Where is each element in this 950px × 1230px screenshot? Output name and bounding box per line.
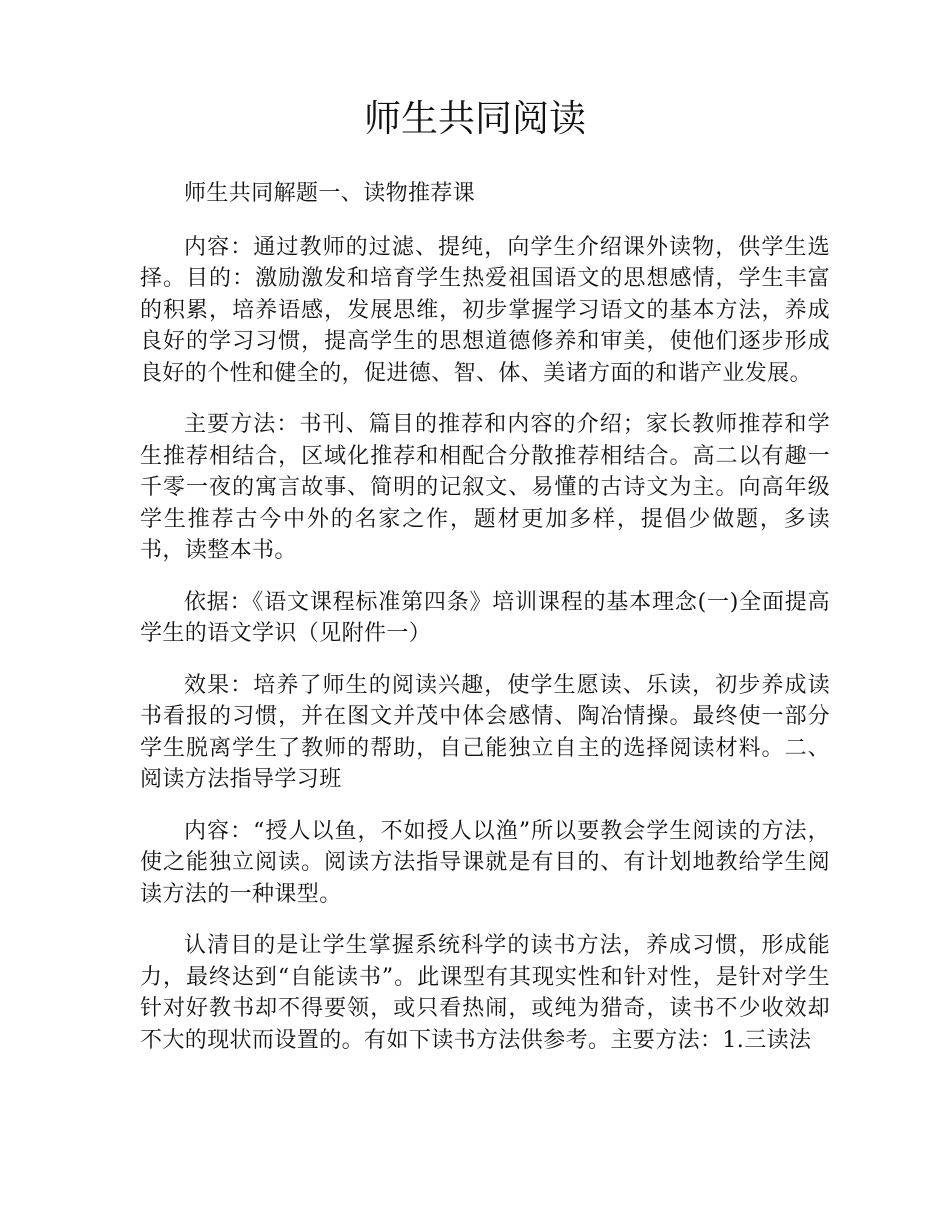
paragraph-main-methods: 主要方法：书刊、篇目的推荐和内容的介绍；家长教师推荐和学生推荐相结合，区域化推荐和相配合分散推荐相结合。高二以有趣一千零一夜的寓言故事、简明的记叙文、易懂的古诗文为主。向高年级学生推荐古今中外的名家之作，题材更加多样，提倡少做题，多读书，读整本书。 xyxy=(140,412,830,563)
paragraph-effect: 效果：培养了师生的阅读兴趣，使学生愿读、乐读，初步养成读书看报的习惯，并在图文并茂中体会感情、陶冶情操。最终使一部分学生脱离学生了教师的帮助，自己能独立自主的选择阅读材料。二、阅读方法指导学习班 xyxy=(140,672,830,792)
document-body xyxy=(140,178,830,1076)
document-title: 师生共同阅读 xyxy=(364,97,586,140)
paragraph-basis: 依据：《语文课程标准第四条》培训课程的基本理念(一)全面提高学生的语文学识（见附件一） xyxy=(140,589,830,646)
paragraph-reading-method-content: 内容：“授人以鱼，不如授人以渔”所以要教会学生阅读的方法，使之能独立阅读。阅读方法指导课就是有目的、有计划地教给学生阅读方法的一种课型。 xyxy=(140,818,830,907)
paragraph-heading-reading-recommendation: 师生共同解题一、读物推荐课 xyxy=(184,181,476,206)
paragraph-content-purpose: 内容：通过教师的过滤、提纯，向学生介绍课外读物，供学生选择。目的：激励激发和培育学生热爱祖国语文的思想感情，学生丰富的积累，培养语感，发展思维，初步掌握学习语文的基本方法，养成良好的学习习惯，提高学生的思想道德修养和审美，使他们逐步形成良好的个性和健全的，促进德、智、体、美诸方面的和谐产业发展。 xyxy=(140,234,830,386)
paragraph-reading-method-goal: 认清目的是让学生掌握系统科学的读书方法，养成习惯，形成能力，最终达到“自能读书”。此课型有其现实性和针对性，是针对学生针对好教书却不得要领，或只看热闹，或纯为猎奇，读书不少收效却不大的现状而设置的。有如下读书方法供参考。主要方法：1.三读法 xyxy=(140,933,830,1053)
